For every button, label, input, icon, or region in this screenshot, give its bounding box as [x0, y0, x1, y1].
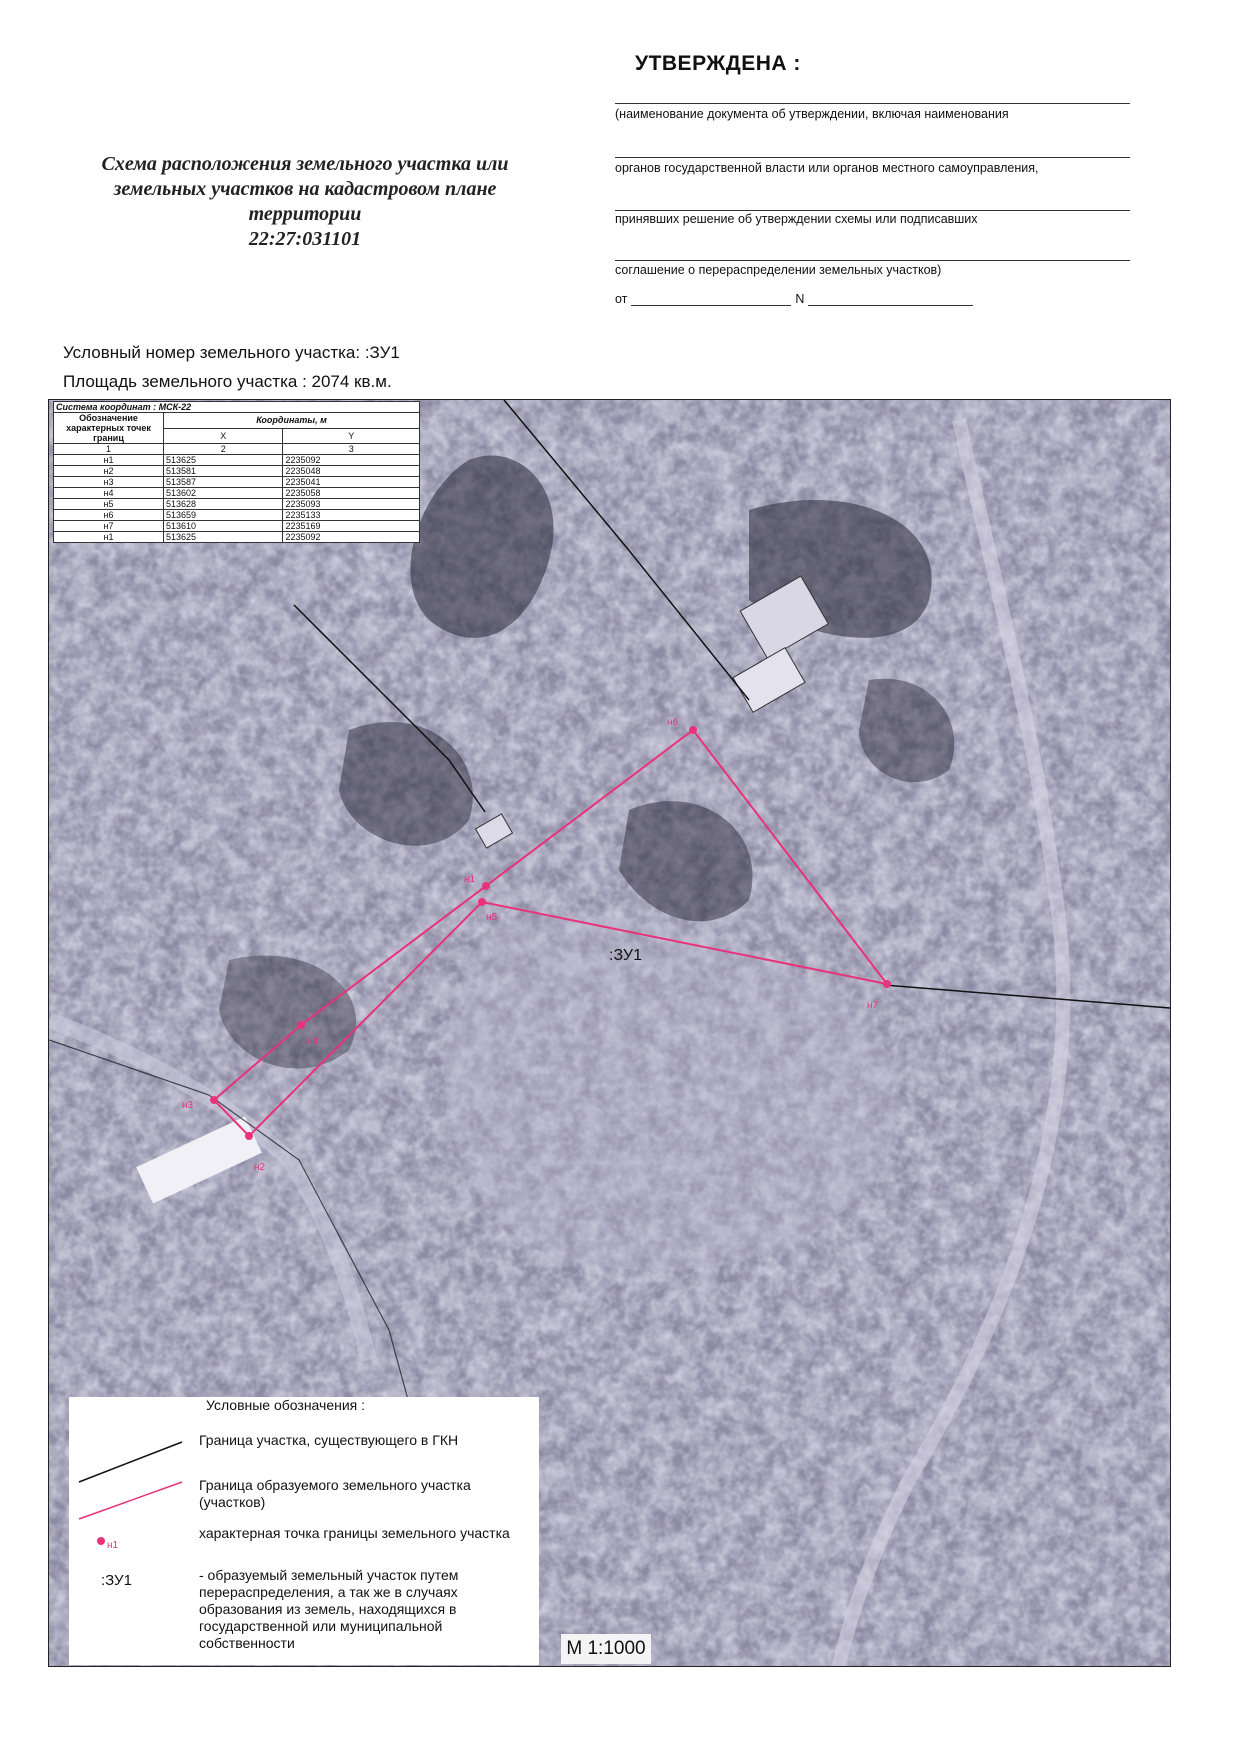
boundary-point-h4	[297, 1021, 305, 1029]
x-value: 513625	[164, 455, 283, 466]
x-value: 513659	[164, 510, 283, 521]
date-blank	[631, 293, 791, 306]
approval-blank-line	[615, 210, 1130, 211]
point-label: н6	[667, 717, 679, 728]
number-label: N	[795, 292, 805, 306]
x-value: 513587	[164, 477, 283, 488]
point-name: н7	[54, 521, 164, 532]
point-label: н5	[486, 912, 498, 923]
table-row	[54, 455, 420, 466]
point-symbol	[97, 1537, 105, 1545]
point-name: н2	[54, 466, 164, 477]
table-row	[54, 532, 420, 543]
scheme-title-line-1: Схема расположения земельного участка или	[101, 153, 509, 175]
scheme-title	[55, 152, 555, 252]
parcel-label: :ЗУ1	[609, 947, 642, 964]
y-value: 2235048	[283, 466, 420, 477]
point-label: н3	[182, 1100, 194, 1111]
x-value: 513628	[164, 499, 283, 510]
legend-boundary-point: характерная точка границы земельного участка	[199, 1525, 510, 1541]
approval-caption-4: соглашение о перераспределении земельных участков)	[615, 263, 942, 277]
point-label: н1	[464, 874, 476, 885]
new-boundary-symbol	[77, 1479, 192, 1524]
x-column-header: X	[164, 428, 283, 444]
number-blank	[808, 293, 973, 306]
boundary-point-h5	[478, 898, 486, 906]
x-value: 513625	[164, 532, 283, 543]
approved-heading: УТВЕРЖДЕНА :	[635, 52, 801, 75]
scheme-title-line-3: территории	[248, 203, 362, 225]
legend-new-boundary: Граница образуемого земельного участка (участков)	[199, 1477, 471, 1510]
parcel-number: Условный номер земельного участка: :ЗУ1	[63, 343, 400, 362]
from-label: от	[615, 292, 628, 306]
table-row	[54, 521, 420, 532]
map-scale: М 1:1000	[561, 1634, 651, 1664]
legend-formed-parcel: - образуемый земельный участок путем перераспределения, а так же в случаях образования из земель, находящихся в государственной или муниципальной собственности	[199, 1567, 459, 1651]
x-value: 513581	[164, 466, 283, 477]
approval-caption-1: (наименование документа об утверждении, включая наименования	[615, 107, 1009, 121]
boundary-point-h1	[482, 882, 490, 890]
coordinates-column-header: Координаты, м	[164, 413, 420, 429]
point-label: н4	[307, 1036, 319, 1047]
table-row	[54, 510, 420, 521]
table-row	[54, 499, 420, 510]
approval-caption-2: органов государственной власти или органов местного самоуправления,	[615, 161, 1039, 175]
point-name: н1	[54, 455, 164, 466]
column-number: 3	[283, 444, 420, 455]
points-column-header: Обозначение характерных точек границ	[54, 413, 164, 444]
y-value: 2235133	[283, 510, 420, 521]
boundary-point-h2	[245, 1132, 253, 1140]
point-name: н1	[54, 532, 164, 543]
table-row	[54, 488, 420, 499]
point-label: н2	[254, 1162, 266, 1173]
point-name: н6	[54, 510, 164, 521]
y-value: 2235092	[283, 455, 420, 466]
x-value: 513602	[164, 488, 283, 499]
approval-blank-line	[615, 157, 1130, 158]
coordinates-table	[53, 401, 420, 543]
scheme-title-line-2: земельных участков на кадастровом плане	[113, 178, 497, 200]
column-number: 2	[164, 444, 283, 455]
x-value: 513610	[164, 521, 283, 532]
y-value: 2235169	[283, 521, 420, 532]
legend-title: Условные обозначения :	[206, 1397, 366, 1413]
point-name: н3	[54, 477, 164, 488]
coordinate-system-label: Система координат : МСК-22	[54, 402, 420, 413]
column-number: 1	[54, 444, 164, 455]
boundary-point-h7	[883, 980, 891, 988]
approval-date-number-row	[615, 292, 973, 306]
point-label: н7	[867, 1000, 879, 1011]
table-row	[54, 466, 420, 477]
point-name: н4	[54, 488, 164, 499]
table-row	[54, 477, 420, 488]
point-symbol-label: н1	[107, 1540, 119, 1551]
parcel-symbol: :ЗУ1	[101, 1572, 132, 1589]
boundary-point-h3	[210, 1096, 218, 1104]
approval-blank-line	[615, 260, 1130, 261]
cadastral-number: 22:27:031101	[248, 228, 362, 250]
y-value: 2235093	[283, 499, 420, 510]
y-value: 2235041	[283, 477, 420, 488]
boundary-point-h6	[689, 726, 697, 734]
parcel-area: Площадь земельного участка : 2074 кв.м.	[63, 372, 392, 391]
point-name: н5	[54, 499, 164, 510]
map-legend	[69, 1397, 539, 1665]
y-value: 2235058	[283, 488, 420, 499]
y-value: 2235092	[283, 532, 420, 543]
legend-existing-boundary: Граница участка, существующего в ГКН	[199, 1432, 459, 1448]
approval-caption-3: принявших решение об утверждении схемы или подписавших	[615, 212, 978, 226]
y-column-header: Y	[283, 428, 420, 444]
approval-blank-line	[615, 103, 1130, 104]
